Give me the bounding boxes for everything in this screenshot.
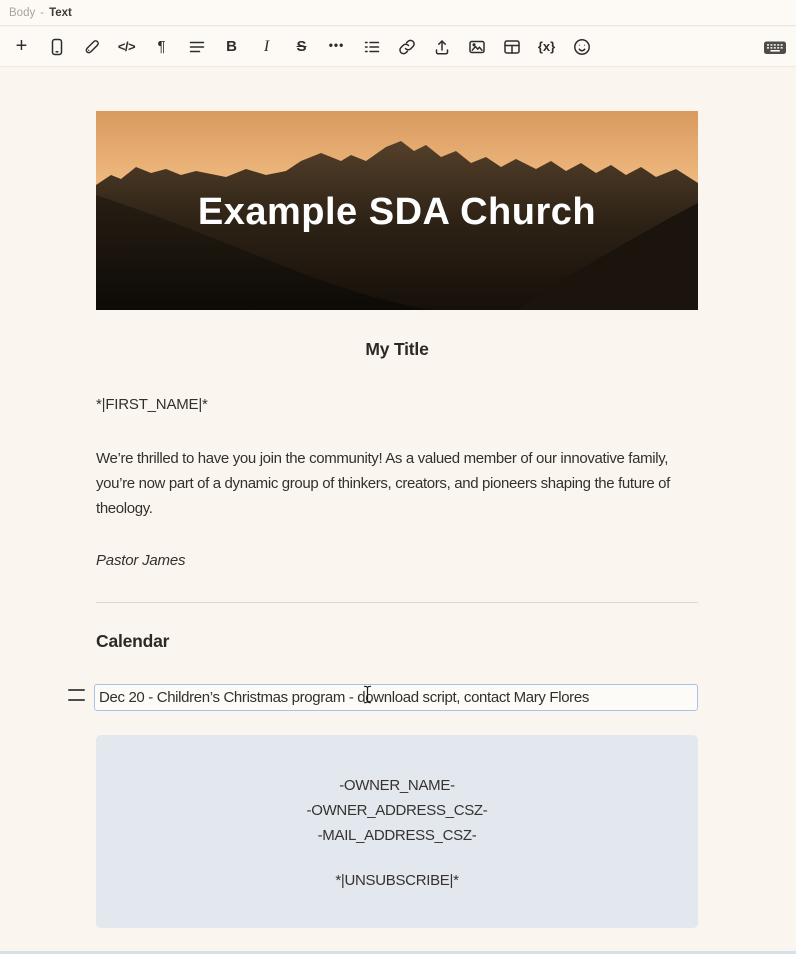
bold-button[interactable] (218, 33, 245, 60)
emoji-button[interactable] (568, 33, 595, 60)
unsubscribe-merge-tag: *|UNSUBSCRIBE|* (335, 872, 459, 889)
brush-styles-button[interactable] (78, 33, 105, 60)
email-title[interactable]: My Title (365, 339, 429, 359)
text-align-button[interactable] (183, 33, 210, 60)
add-block-button[interactable] (8, 33, 35, 60)
breadcrumb (0, 0, 796, 26)
bulleted-list-button[interactable] (358, 33, 385, 60)
horizontal-divider (96, 602, 698, 603)
breadcrumb-separator: - (40, 6, 45, 19)
insert-image-button[interactable] (463, 33, 490, 60)
code-icon: </> (117, 39, 136, 54)
paragraph-format-button[interactable] (148, 33, 175, 60)
merge-tags-button[interactable] (533, 33, 560, 60)
email-footer-block[interactable] (96, 735, 698, 928)
signature-text[interactable]: Pastor James (96, 552, 186, 569)
insert-table-button[interactable] (498, 33, 525, 60)
body-paragraph[interactable]: We’re thrilled to have you join the community! As a valued member of our innovative family, you’re now part of a dynamic group of thinkers, creators, and pioneers shaping the future of theology. (96, 450, 670, 517)
insert-link-button[interactable] (393, 33, 420, 60)
drag-line (68, 699, 85, 701)
calendar-item-block[interactable] (94, 684, 698, 711)
italic-button[interactable] (253, 33, 280, 60)
footer-owner-name: -OWNER_NAME- (339, 777, 455, 794)
breadcrumb-current[interactable]: Text (49, 6, 72, 19)
pilcrow-icon: ¶ (157, 38, 166, 55)
footer-owner-address: -OWNER_ADDRESS_CSZ- (306, 802, 488, 819)
source-code-button[interactable] (113, 33, 140, 60)
more-options-button[interactable] (323, 33, 350, 60)
calendar-item-text[interactable]: Dec 20 - Children’s Christmas program - download script, contact Mary Flores (99, 689, 589, 706)
italic-icon: I (263, 37, 270, 55)
upload-icon (432, 37, 452, 57)
first-name-merge-tag[interactable]: *|FIRST_NAME|* (96, 396, 208, 413)
emoji-icon (572, 37, 592, 57)
formatting-toolbar (0, 27, 796, 67)
breadcrumb-section[interactable]: Body (9, 6, 36, 19)
list-icon (362, 37, 382, 57)
brush-icon (82, 37, 102, 57)
link-icon (397, 37, 417, 57)
block-drag-handle[interactable] (68, 689, 85, 701)
upload-button[interactable] (428, 33, 455, 60)
hero-title: Example SDA Church (197, 191, 597, 233)
more-icon: ••• (328, 37, 345, 52)
plus-icon: + (15, 34, 28, 57)
strikethrough-icon: S (296, 38, 307, 55)
hero-image-block[interactable] (96, 111, 698, 310)
calendar-heading[interactable]: Calendar (96, 631, 170, 651)
drag-line (68, 689, 85, 691)
email-canvas (0, 67, 796, 954)
mobile-icon (47, 37, 67, 57)
align-icon (187, 37, 207, 57)
bold-icon: B (226, 38, 237, 55)
mobile-preview-button[interactable] (43, 33, 70, 60)
keyboard-shortcuts-button[interactable] (761, 33, 788, 60)
merge-tag-icon: {x} (537, 39, 556, 54)
image-icon (467, 37, 487, 57)
keyboard-icon (763, 37, 787, 57)
strikethrough-button[interactable] (288, 33, 315, 60)
footer-mail-address: -MAIL_ADDRESS_CSZ- (317, 827, 477, 844)
table-icon (502, 37, 522, 57)
